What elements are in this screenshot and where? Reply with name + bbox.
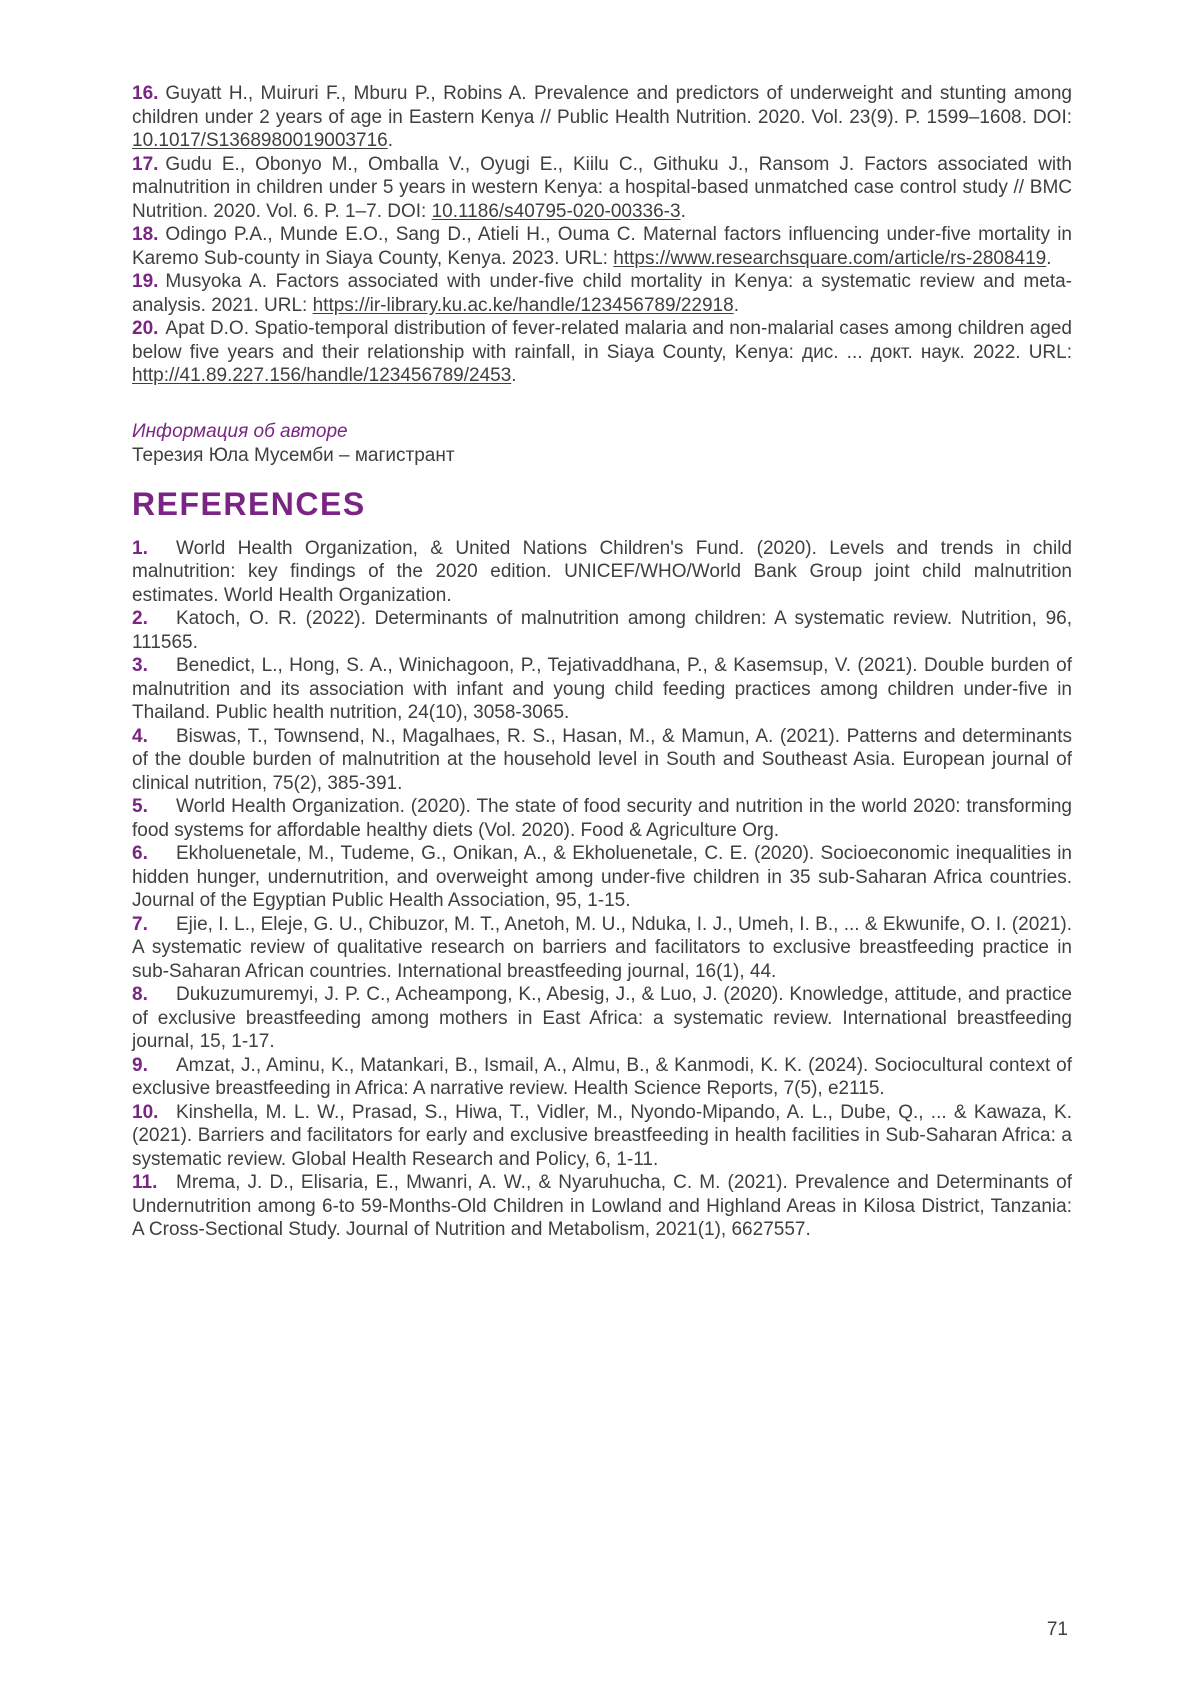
- reference-number: 18.: [132, 224, 159, 245]
- reference-text: Odingo P.A., Munde E.O., Sang D., Atieli H., Ouma C. Maternal factors influencing under-five mortality in Karemo Sub-county in Siaya County, Kenya. 2023. URL: https://www.researchsquare.com/article/rs-2808419.: [132, 224, 1072, 269]
- reference-item: [132, 913, 1072, 984]
- reference-link[interactable]: https://www.researchsquare.com/article/rs-2808419: [613, 247, 1047, 269]
- reference-item: [132, 1171, 1072, 1242]
- author-name: Терезия Юла Мусемби – магистрант: [132, 444, 455, 466]
- reference-text: World Health Organization. (2020). The state of food security and nutrition in the world 2020: transforming food systems for affordable healthy diets (Vol. 2020). Food & Agriculture Org.: [132, 796, 1072, 841]
- reference-item: [132, 82, 1072, 153]
- reference-number: 6.: [132, 843, 148, 864]
- reference-link[interactable]: 10.1186/s40795-020-00336-3: [431, 200, 681, 222]
- reference-item: [132, 654, 1072, 725]
- reference-number: 11.: [132, 1172, 158, 1193]
- english-references-list: [132, 537, 1072, 1242]
- reference-link[interactable]: 10.1017/S1368980019003716: [132, 130, 388, 151]
- reference-item: [132, 153, 1072, 224]
- reference-item: [132, 537, 1072, 608]
- russian-references-list: [132, 82, 1072, 388]
- author-info-section: [132, 420, 1072, 468]
- reference-link[interactable]: https://ir-library.ku.ac.ke/handle/123456789/22918: [312, 294, 734, 316]
- reference-item: [132, 725, 1072, 796]
- reference-text: Katoch, O. R. (2022). Determinants of malnutrition among children: A systematic review. Nutrition, 96, 111565.: [132, 608, 1072, 653]
- reference-number: 8.: [132, 984, 148, 1005]
- reference-text: Biswas, T., Townsend, N., Magalhaes, R. S., Hasan, M., & Mamun, A. (2021). Patterns and determinants of the double burden of malnutrition at the household level in South and Southeast Asia. European journal of clinical nutrition, 75(2), 385-391.: [132, 725, 1072, 794]
- reference-number: 20.: [132, 318, 159, 339]
- reference-number: 3.: [132, 655, 148, 676]
- reference-text: Amzat, J., Aminu, K., Matankari, B., Ismail, A., Almu, B., & Kanmodi, K. K. (2024). Sociocultural context of exclusive breastfeeding in Africa: A narrative review. Health Science Reports, 7(5), e2115.: [132, 1054, 1072, 1099]
- reference-link[interactable]: http://41.89.227.156/handle/123456789/2453: [132, 365, 512, 386]
- references-heading: REFERENCES: [132, 485, 366, 522]
- reference-item: [132, 983, 1072, 1054]
- reference-number: 2.: [132, 608, 148, 629]
- reference-text: Guyatt H., Muiruri F., Mburu P., Robins A. Prevalence and predictors of underweight and stunting among children under 2 years of age in Eastern Kenya // Public Health Nutrition. 2020. Vol. 23(9). P. 1599–1608. DOI: 10.1017/S1368980019003716.: [132, 83, 1072, 151]
- reference-item: [132, 842, 1072, 913]
- reference-number: 5.: [132, 796, 148, 817]
- reference-text: Dukuzumuremyi, J. P. C., Acheampong, K., Abesig, J., & Luo, J. (2020). Knowledge, attitude, and practice of exclusive breastfeeding among mothers in East Africa: a systematic review. International breastfeeding journal, 15, 1-17.: [132, 984, 1072, 1052]
- reference-text: Benedict, L., Hong, S. A., Winichagoon, P., Tejativaddhana, P., & Kasemsup, V. (2021). Double burden of malnutrition and its association with infant and young child feeding practices among children under-five in Thailand. Public health nutrition, 24(10), 3058-3065.: [132, 655, 1072, 723]
- reference-item: [132, 1054, 1072, 1101]
- reference-text: Musyoka A. Factors associated with under-five child mortality in Kenya: a systematic review and meta-analysis. 2021. URL: https://ir-library.ku.ac.ke/handle/123456789/22918.: [132, 271, 1072, 316]
- reference-item: [132, 270, 1072, 317]
- reference-number: 1.: [132, 537, 148, 559]
- reference-item: [132, 317, 1072, 388]
- reference-text: Ejie, I. L., Eleje, G. U., Chibuzor, M. T., Anetoh, M. U., Nduka, I. J., Umeh, I. B., ... & Ekwunife, O. I. (2021). A systematic review of qualitative research on barriers and facilitators to exclusive breastfeeding practice in sub-Saharan African countries. International breastfeeding journal, 16(1), 44.: [132, 913, 1072, 982]
- reference-text: Kinshella, M. L. W., Prasad, S., Hiwa, T., Vidler, M., Nyondo-Mipando, A. L., Dube, Q., ... & Kawaza, K. (2021). Barriers and facilitators for early and exclusive breastfeeding in health facilities in Sub-Saharan Africa: a systematic review. Global Health Research and Policy, 6, 1-11.: [132, 1101, 1072, 1170]
- reference-text: Apat D.O. Spatio-temporal distribution of fever-related malaria and non-malarial cases among children aged below five years and their relationship with rainfall, in Siaya County, Kenya: дис. ... докт. наук. 2022. URL: http://41.89.227.156/handle/123456789/2453.: [132, 318, 1072, 386]
- reference-number: 10.: [132, 1101, 159, 1123]
- reference-text: Mrema, J. D., Elisaria, E., Mwanri, A. W., & Nyaruhucha, C. M. (2021). Prevalence and Determinants of Undernutrition among 6-to 59-Months-Old Children in Lowland and Highland Areas in Kilosa District, Tanzania: A Cross-Sectional Study. Journal of Nutrition and Metabolism, 2021(1), 6627557.: [132, 1172, 1072, 1240]
- reference-text: Gudu E., Obonyo M., Omballa V., Oyugi E., Kiilu C., Githuku J., Ransom J. Factors associated with malnutrition in children under 5 years in western Kenya: a hospital-based unmatched case control study // BMC Nutrition. 2020. Vol. 6. P. 1–7. DOI: 10.1186/s40795-020-00336-3.: [132, 153, 1072, 222]
- reference-number: 16.: [132, 83, 159, 104]
- reference-number: 19.: [132, 271, 159, 292]
- reference-item: [132, 1101, 1072, 1172]
- author-info-heading: Информация об авторе: [132, 420, 348, 442]
- reference-text: Ekholuenetale, M., Tudeme, G., Onikan, A., & Ekholuenetale, C. E. (2020). Socioeconomic inequalities in hidden hunger, undernutrition, and overweight among under-five children in 35 sub-Saharan Africa countries. Journal of the Egyptian Public Health Association, 95, 1-15.: [132, 843, 1072, 911]
- reference-item: [132, 795, 1072, 842]
- reference-item: [132, 607, 1072, 654]
- reference-number: 17.: [132, 153, 159, 175]
- reference-item: [132, 223, 1072, 270]
- reference-text: World Health Organization, & United Nations Children's Fund. (2020). Levels and trends in child malnutrition: key findings of the 2020 edition. UNICEF/WHO/World Bank Group joint child malnutrition estimates. World Health Organization.: [132, 537, 1072, 606]
- page-number: 71: [1046, 1619, 1068, 1640]
- reference-number: 7.: [132, 913, 148, 935]
- reference-number: 9.: [132, 1054, 148, 1076]
- reference-number: 4.: [132, 725, 148, 747]
